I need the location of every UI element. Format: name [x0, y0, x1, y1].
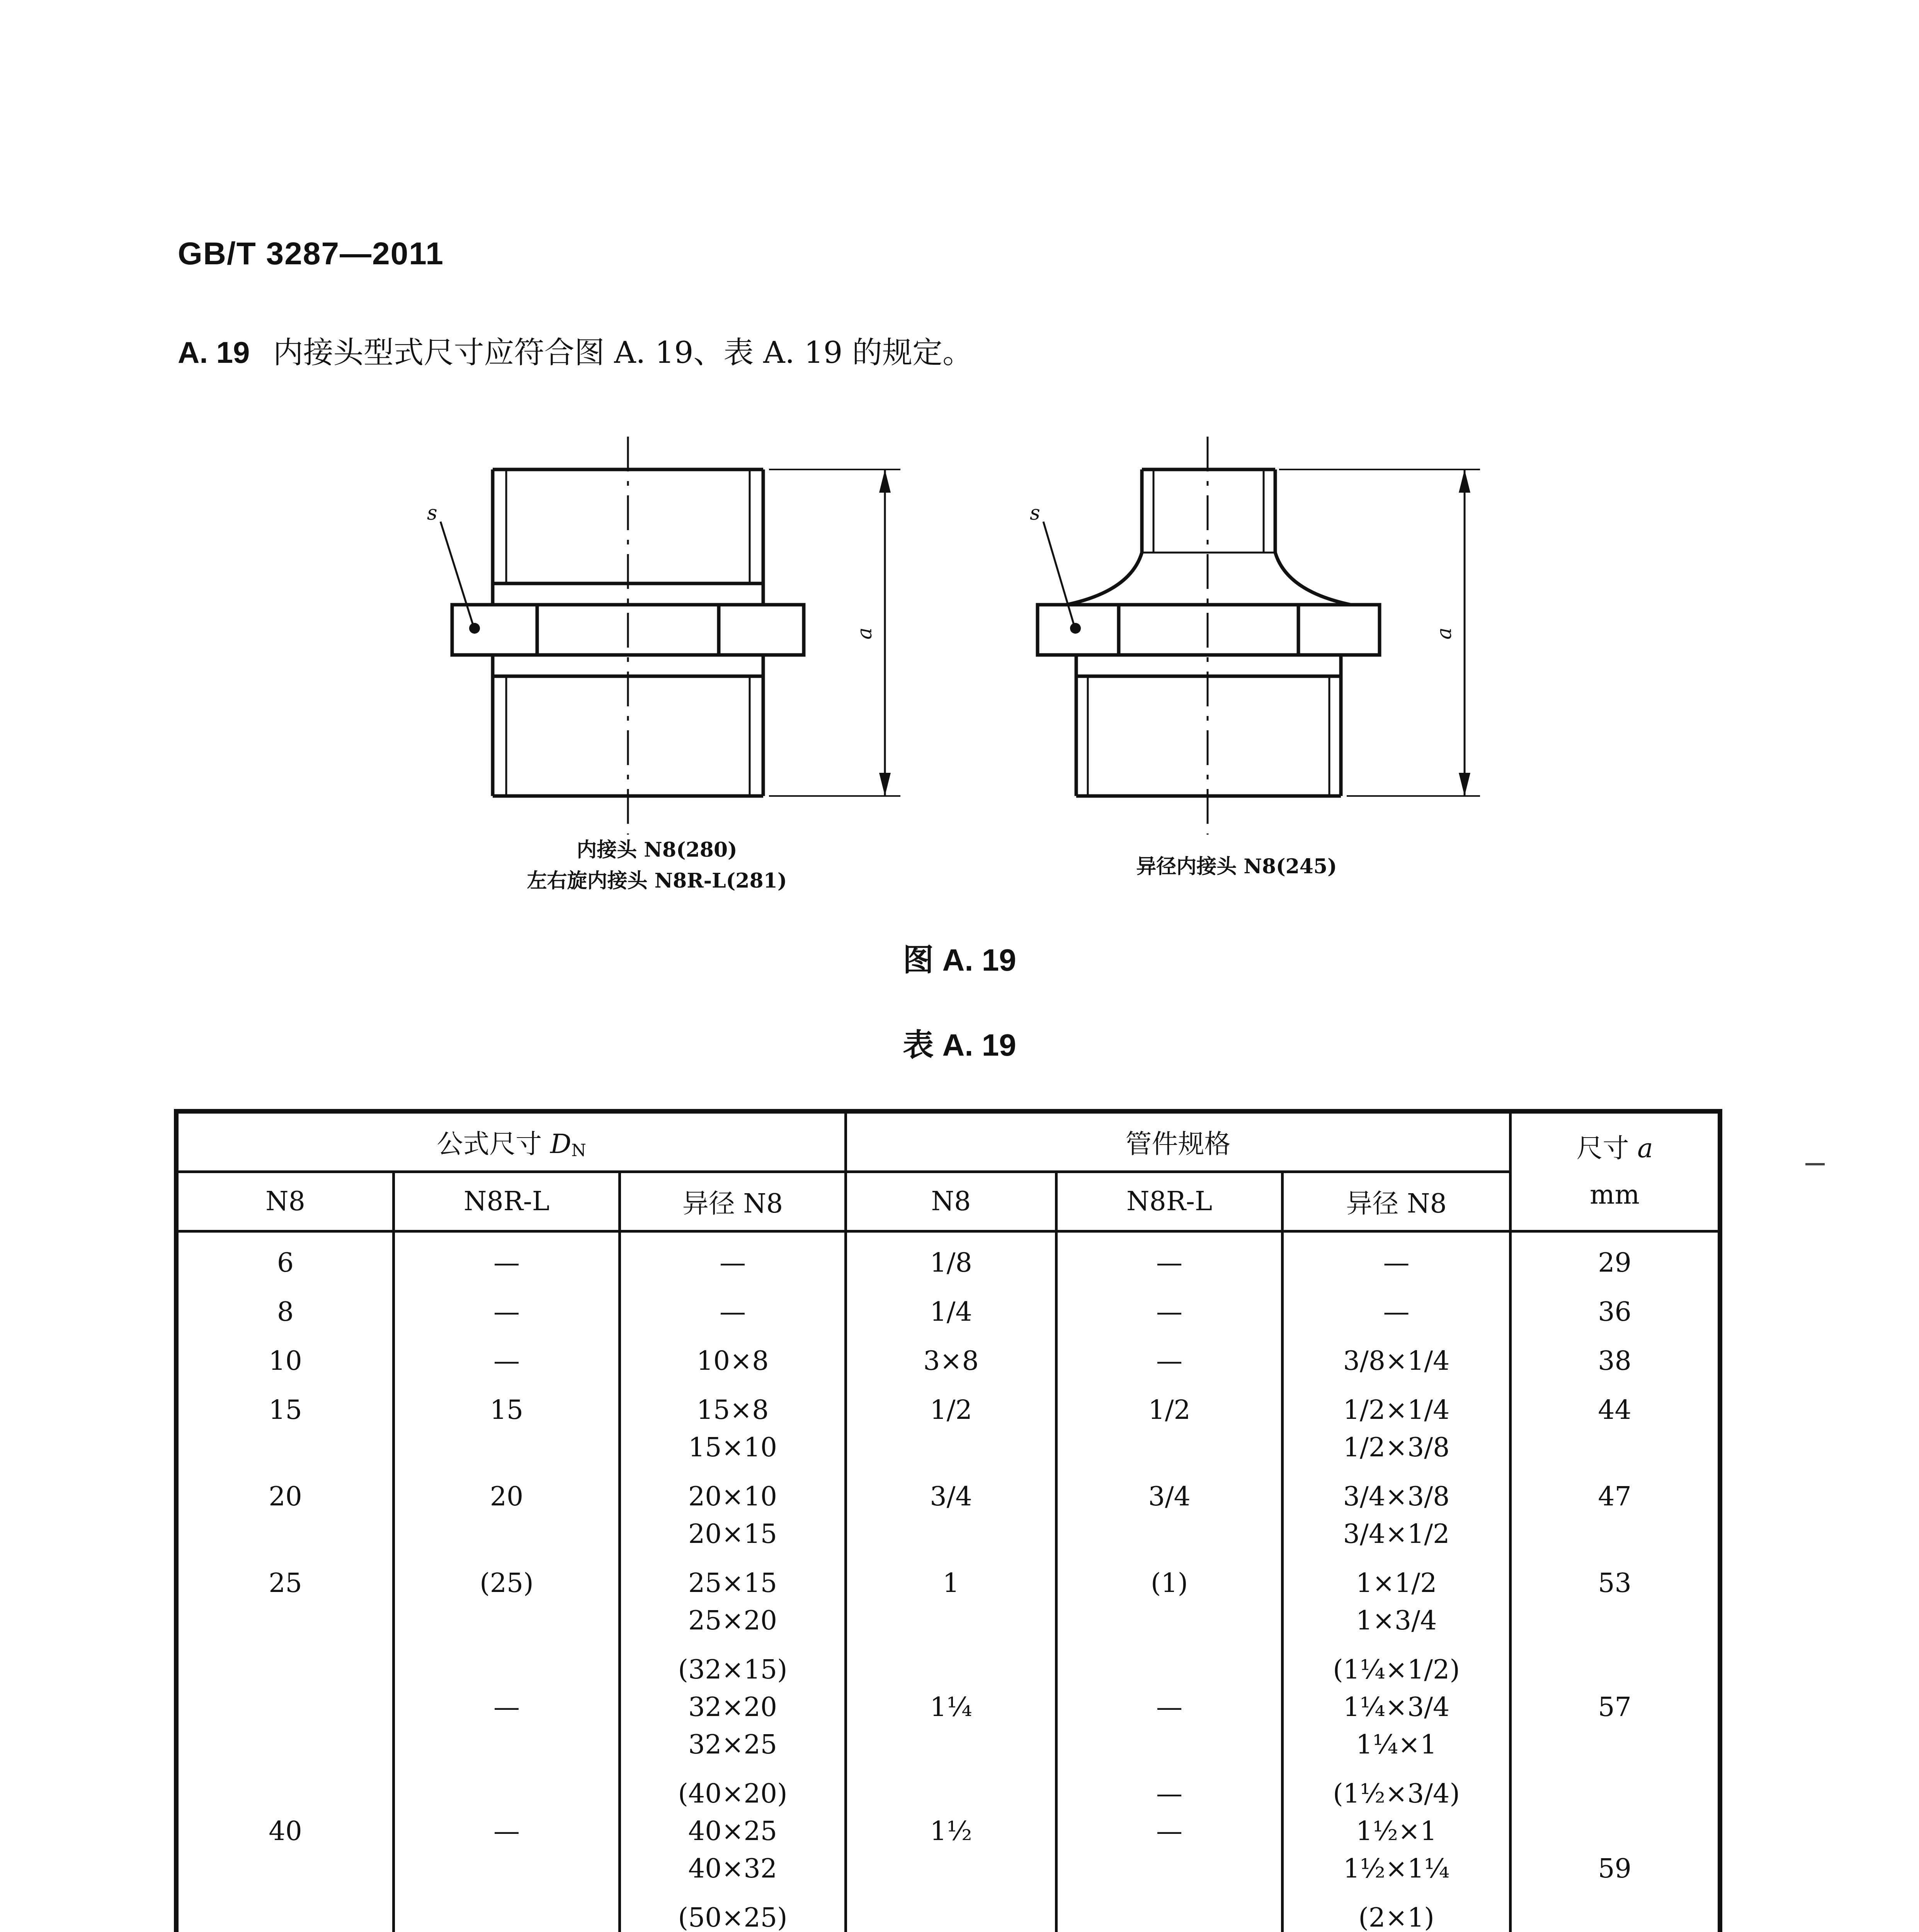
table-cell	[1056, 1888, 1283, 1932]
left-caption-line2: 左右旋内接头 N8R-L(281)	[527, 869, 787, 893]
table-cell: 20×10 20×15	[620, 1466, 846, 1553]
table-row	[177, 1282, 1719, 1331]
table-cell: —	[1056, 1331, 1283, 1380]
table-cell: 1/2	[846, 1380, 1056, 1466]
intro-paragraph	[178, 328, 973, 372]
table-cell: (1)	[1056, 1553, 1283, 1639]
table-cell: 3×8	[846, 1331, 1056, 1380]
left-figure-caption	[464, 835, 850, 896]
table-cell	[177, 1888, 394, 1932]
standard-header: GB/T 3287—2011	[178, 236, 444, 271]
table-cell: —	[1283, 1282, 1511, 1331]
table-caption: 表 A. 19	[903, 1028, 1016, 1062]
table-cell	[1511, 1888, 1719, 1932]
header-fitting-spec: 管件规格	[846, 1112, 1511, 1172]
table-cell: —	[1056, 1282, 1283, 1331]
table-cell: —	[1056, 1639, 1283, 1764]
subheader-n8-b: N8	[846, 1172, 1056, 1231]
label-a-left: a	[853, 627, 876, 639]
right-figure-caption: 异径内接头 N8(245)	[1136, 855, 1337, 878]
table-cell: 3/8×1/4	[1283, 1331, 1511, 1380]
table-cell: 6	[177, 1231, 394, 1282]
table-cell: 15	[394, 1380, 620, 1466]
label-s-right: s	[1030, 502, 1040, 525]
table-cell: 15×8 15×10	[620, 1380, 846, 1466]
figure-a19-drawing	[0, 425, 1919, 927]
subheader-n8rl-b: N8R-L	[1056, 1172, 1283, 1231]
table-cell: —	[620, 1282, 846, 1331]
table-cell: —	[394, 1331, 620, 1380]
table-cell: 1/4	[846, 1282, 1056, 1331]
table-cell: 47	[1511, 1466, 1719, 1553]
table-cell: 59	[1511, 1764, 1719, 1888]
subheader-n8rl-a: N8R-L	[394, 1172, 620, 1231]
table-cell: (32×15) 32×20 32×25	[620, 1639, 846, 1764]
table-row	[177, 1888, 1719, 1932]
header-row-1	[177, 1112, 1719, 1172]
table-cell: 1/2	[1056, 1380, 1283, 1466]
table-cell: —	[394, 1282, 620, 1331]
table-cell: —	[620, 1231, 846, 1282]
table-cell: —	[1283, 1231, 1511, 1282]
table-cell: 36	[1511, 1282, 1719, 1331]
subheader-reducing-b: 异径 N8	[1283, 1172, 1511, 1231]
table-cell: 29	[1511, 1231, 1719, 1282]
table-cell: 15	[177, 1380, 394, 1466]
table-cell	[394, 1888, 620, 1932]
table-row	[177, 1466, 1719, 1553]
table-cell: —	[1056, 1231, 1283, 1282]
table-cell: —	[394, 1764, 620, 1888]
table-cell: 8	[177, 1282, 394, 1331]
table-row	[177, 1639, 1719, 1764]
clause-number: A. 19	[178, 335, 250, 369]
table-cell: (1¼×1/2) 1¼×3/4 1¼×1	[1283, 1639, 1511, 1764]
table-body	[177, 1231, 1719, 1932]
header-dimension: 尺寸 a mm	[1511, 1112, 1719, 1231]
table-cell: 3/4×3/8 3/4×1/2	[1283, 1466, 1511, 1553]
table-cell: 25×15 25×20	[620, 1553, 846, 1639]
table-cell: —	[394, 1231, 620, 1282]
header-nominal-size: 公式尺寸 DN	[177, 1112, 846, 1172]
table-cell	[177, 1639, 394, 1764]
table-cell: 1	[846, 1553, 1056, 1639]
table-cell: (50×25)	[620, 1888, 846, 1932]
table-cell: 1½	[846, 1764, 1056, 1888]
table-cell	[846, 1888, 1056, 1932]
table-cell: 57	[1511, 1639, 1719, 1764]
table-row	[177, 1764, 1719, 1888]
table-cell: 3/4	[1056, 1466, 1283, 1553]
table-cell: (2×1)	[1283, 1888, 1511, 1932]
table-cell: 44	[1511, 1380, 1719, 1466]
table-cell: 53	[1511, 1553, 1719, 1639]
table-cell: (1½×3/4) 1½×1 1½×1¼	[1283, 1764, 1511, 1888]
table-cell: 38	[1511, 1331, 1719, 1380]
table-cell: —	[394, 1639, 620, 1764]
subheader-n8-a: N8	[177, 1172, 394, 1231]
table-cell: 1¼	[846, 1639, 1056, 1764]
table-row	[177, 1331, 1719, 1380]
table-cell: (25)	[394, 1553, 620, 1639]
table-cell: 1/2×1/4 1/2×3/8	[1283, 1380, 1511, 1466]
table-row	[177, 1380, 1719, 1466]
margin-mark	[1805, 1163, 1825, 1165]
header-row-2	[177, 1172, 1719, 1231]
table-cell: 40	[177, 1764, 394, 1888]
table-cell: 20	[177, 1466, 394, 1553]
table-cell: (40×20) 40×25 40×32	[620, 1764, 846, 1888]
table-cell: 10	[177, 1331, 394, 1380]
table-cell: 20	[394, 1466, 620, 1553]
table-cell: — —	[1056, 1764, 1283, 1888]
table-row	[177, 1553, 1719, 1639]
table-cell: 25	[177, 1553, 394, 1639]
label-s-left: s	[427, 502, 437, 525]
subheader-reducing-a: 异径 N8	[620, 1172, 846, 1231]
dimension-table	[176, 1111, 1720, 1932]
table-row	[177, 1231, 1719, 1282]
clause-text: 内接头型式尺寸应符合图 A. 19、表 A. 19 的规定。	[273, 335, 973, 370]
table-cell: 3/4	[846, 1466, 1056, 1553]
label-a-right: a	[1433, 627, 1456, 639]
figure-caption: 图 A. 19	[903, 943, 1016, 977]
table-cell: 10×8	[620, 1331, 846, 1380]
table-cell: 1×1/2 1×3/4	[1283, 1553, 1511, 1639]
table-cell: 1/8	[846, 1231, 1056, 1282]
left-caption-line1: 内接头 N8(280)	[577, 838, 737, 862]
